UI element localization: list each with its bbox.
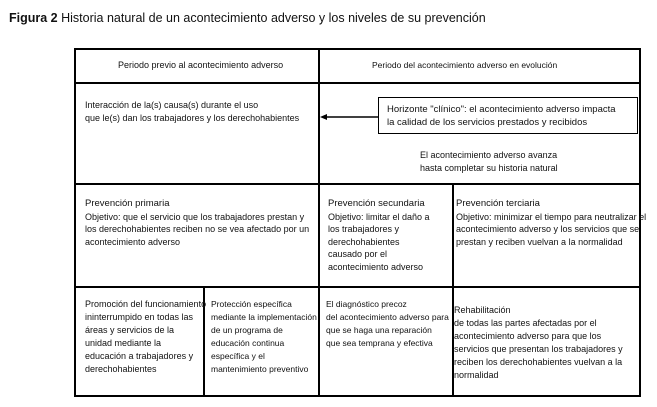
primary-prevention bbox=[85, 198, 309, 248]
text-line: acontecimiento adverso bbox=[328, 261, 424, 272]
rehabilitation bbox=[454, 304, 623, 382]
text-line: hasta completar su historia natural bbox=[420, 162, 558, 173]
text-line: Objetivo: que el servicio que los trabajadores prestan y bbox=[85, 211, 305, 222]
text-line: ininterrumpido en todas las bbox=[85, 312, 194, 322]
clinical-horizon-text bbox=[387, 103, 616, 129]
divider bbox=[74, 183, 641, 185]
figure-title bbox=[9, 11, 486, 25]
text-line: reciben los derechohabientes vuelvan a la bbox=[454, 357, 623, 367]
text-line: Horizonte "clínico": el acontecimiento adverso impacta bbox=[387, 104, 616, 115]
specific-protection bbox=[211, 298, 317, 376]
text-line: mediante la implementación bbox=[211, 312, 317, 322]
text-line: Interacción de la(s) causa(s) durante el uso bbox=[85, 100, 259, 110]
text-line: Prevención terciaria bbox=[456, 198, 540, 209]
text-line: áreas y servicios de la bbox=[85, 325, 175, 335]
advance-text bbox=[420, 149, 558, 174]
text-line: acontecimiento adverso y los servicios que se bbox=[456, 224, 640, 234]
text-line: Prevención primaria bbox=[85, 198, 170, 209]
arrow-left-icon bbox=[318, 112, 380, 122]
header-right: Periodo del acontecimiento adverso en evolución bbox=[372, 60, 558, 70]
text-line: Objetivo: minimizar el tiempo para neutralizar el bbox=[456, 211, 647, 222]
divider bbox=[74, 286, 641, 288]
text-line: Objetivo: limitar el daño a bbox=[328, 211, 430, 222]
text-line: de un programa de bbox=[211, 325, 283, 335]
text-line: Prevención secundaria bbox=[328, 198, 425, 209]
tertiary-prevention bbox=[456, 198, 646, 248]
text-line: prestan y reciben vuelvan a la normalidad bbox=[456, 236, 623, 247]
text-line: Rehabilitación bbox=[454, 305, 511, 315]
text-line: acontecimiento adverso para que los bbox=[454, 331, 602, 341]
text-line: derechohabientes bbox=[328, 236, 400, 247]
text-line: El diagnóstico precoz bbox=[326, 299, 407, 309]
text-line: unidad mediante la bbox=[85, 338, 162, 348]
text-line: Promoción del funcionamiento bbox=[85, 299, 207, 309]
health-promotion bbox=[85, 298, 206, 376]
header-left: Periodo previo al acontecimiento adverso bbox=[118, 60, 284, 70]
text-line: normalidad bbox=[454, 370, 499, 380]
text-line: los trabajadores y bbox=[328, 224, 400, 234]
text-line: que se haga una reparación bbox=[326, 325, 432, 335]
text-line: educación continua bbox=[211, 338, 285, 348]
text-line: de todas las partes afectadas por el bbox=[454, 318, 597, 328]
text-line: El acontecimiento adverso avanza bbox=[420, 150, 558, 160]
text-line: específica y el bbox=[211, 351, 265, 361]
text-line: que le(s) dan los trabajadores y los derechohabientes bbox=[85, 112, 300, 123]
text-line: los derechohabientes reciben no se vea afectado por un bbox=[85, 224, 310, 234]
figure-caption: Historia natural de un acontecimiento adverso y los niveles de su prevención bbox=[61, 11, 486, 25]
text-line: educación a trabajadores y bbox=[85, 351, 194, 361]
text-line: del acontecimiento adverso para bbox=[326, 312, 449, 322]
text-line: acontecimiento adverso bbox=[85, 236, 181, 247]
text-line: que sea temprana y efectiva bbox=[326, 338, 433, 348]
text-line: Protección específica bbox=[211, 299, 292, 309]
divider bbox=[74, 82, 641, 84]
text-line: la calidad de los servicios prestados y recibidos bbox=[387, 117, 588, 128]
divider bbox=[318, 48, 320, 397]
text-line: mantenimiento preventivo bbox=[211, 364, 309, 374]
text-line: derechohabientes bbox=[85, 364, 157, 374]
secondary-prevention bbox=[328, 198, 430, 273]
text-line: servicios que presentan los trabajadores y bbox=[454, 344, 623, 354]
figure-label: Figura 2 bbox=[9, 11, 58, 25]
causes-text bbox=[85, 99, 299, 124]
text-line: causado por el bbox=[328, 249, 388, 259]
early-diagnosis bbox=[326, 298, 449, 350]
